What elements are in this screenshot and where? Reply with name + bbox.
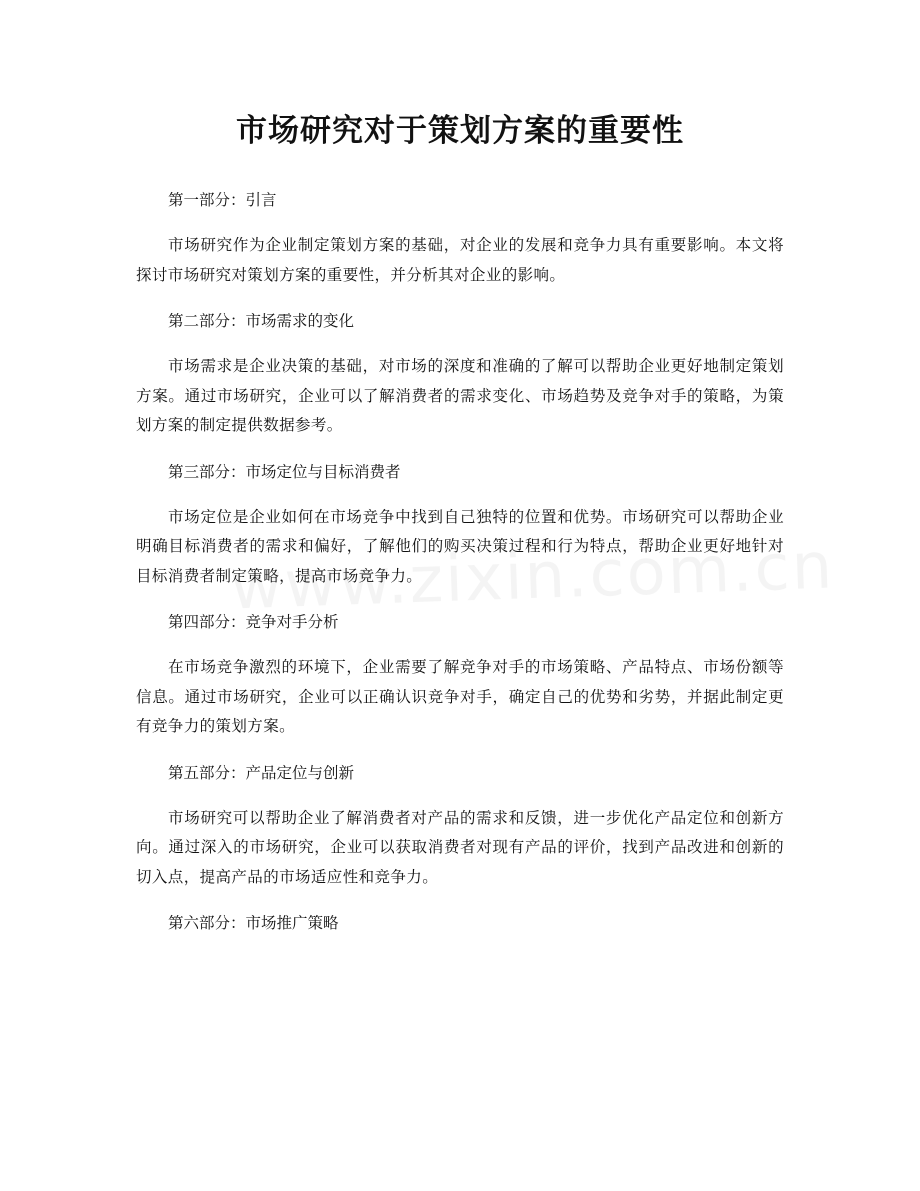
section-heading: 第四部分：竞争对手分析 [168, 613, 339, 631]
section-heading: 第一部分：引言 [168, 191, 277, 209]
section-heading: 第二部分：市场需求的变化 [168, 312, 355, 330]
section-paragraph: 市场研究可以帮助企业了解消费者对产品的需求和反馈，进一步优化产品定位和创新方向。通过深入的市场研究，企业可以获取消费者对现有产品的评价，找到产品改进和创新的切入点，提高产品的市场适应性和竞争力。 [136, 808, 784, 886]
section-paragraph: 市场定位是企业如何在市场竞争中找到自己独特的位置和优势。市场研究可以帮助企业明确目标消费者的需求和偏好，了解他们的购买决策过程和行为特点，帮助企业更好地针对目标消费者制定策略，提高市场竞争力。 [136, 507, 784, 585]
section-paragraph: 在市场竞争激烈的环境下，企业需要了解竞争对手的市场策略、产品特点、市场份额等信息。通过市场研究，企业可以正确认识竞争对手，确定自己的优势和劣势，并据此制定更有竞争力的策划方案。 [136, 658, 784, 735]
document-body [136, 186, 784, 937]
section-heading: 第三部分：市场定位与目标消费者 [168, 462, 401, 481]
section-paragraph: 市场需求是企业决策的基础，对市场的深度和准确的了解可以帮助企业更好地制定策划方案。通过市场研究，企业可以了解消费者的需求变化、市场趋势及竞争对手的策略，为策划方案的制定提供数据参考。 [136, 357, 784, 434]
document-title: 市场研究对于策划方案的重要性 [236, 113, 684, 149]
section-paragraph: 市场研究作为企业制定策划方案的基础，对企业的发展和竞争力具有重要影响。本文将探讨市场研究对策划方案的重要性，并分析其对企业的影响。 [136, 236, 784, 284]
section-heading: 第五部分：产品定位与创新 [168, 763, 355, 782]
section-heading: 第六部分：市场推广策略 [168, 914, 339, 932]
